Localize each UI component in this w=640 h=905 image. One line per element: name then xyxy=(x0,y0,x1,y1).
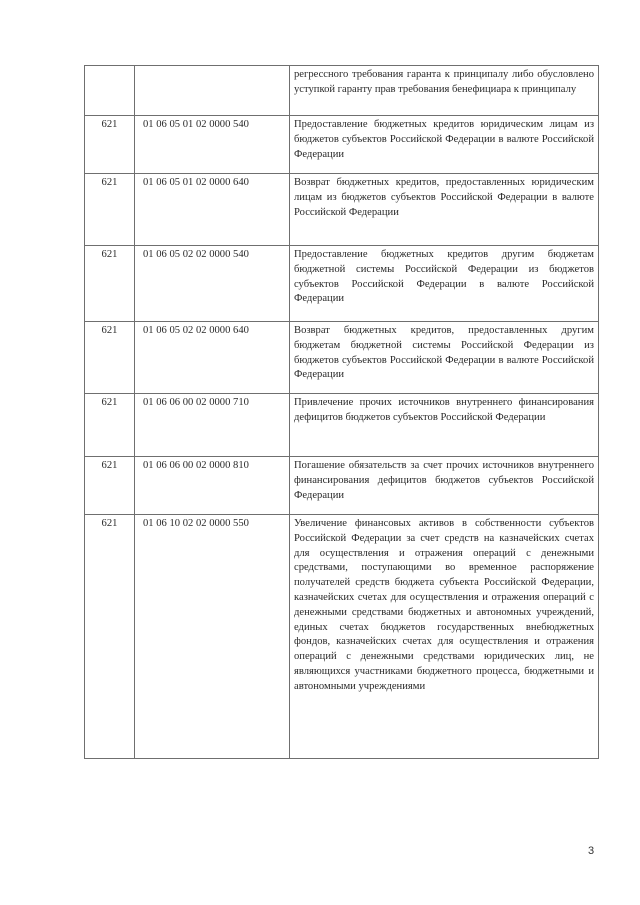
admin-code-cell xyxy=(85,66,135,116)
budget-code-cell: 01 06 05 02 02 0000 540 xyxy=(135,246,290,322)
table-row xyxy=(85,515,599,759)
description-cell: Привлечение прочих источников внутреннего финансирования дефицитов бюджетов субъектов Российской Федерации xyxy=(290,394,599,457)
budget-code-cell: 01 06 10 02 02 0000 550 xyxy=(135,515,290,759)
description-cell: Увеличение финансовых активов в собственности субъектов Российской Федерации за счет средств на казначейских счетах для осуществления и отражения операций с денежными средствами, поступающими во временное распоряжение получателей средств бюджета субъекта Российской Федерации, казначейских счетах для осуществления и отражения операций с денежными средствами бюджетных и автономных учреждений, единых счетах бюджетов государственных внебюджетных фондов, казначейских счетах для осуществления и отражения операций с денежными средствами юридических лиц, не являющихся участниками бюджетного процесса, бюджетными и автономными учреждениями xyxy=(290,515,599,759)
table-row xyxy=(85,322,599,394)
budget-code-cell: 01 06 06 00 02 0000 710 xyxy=(135,394,290,457)
budget-code-cell: 01 06 05 01 02 0000 640 xyxy=(135,174,290,246)
admin-code-cell: 621 xyxy=(85,515,135,759)
budget-code-cell: 01 06 06 00 02 0000 810 xyxy=(135,457,290,515)
description-cell: Предоставление бюджетных кредитов юридическим лицам из бюджетов субъектов Российской Федерации в валюте Российской Федерации xyxy=(290,116,599,174)
admin-code-cell: 621 xyxy=(85,322,135,394)
description-cell: регрессного требования гаранта к принципалу либо обусловлено уступкой гаранту прав требования бенефициара к принципалу xyxy=(290,66,599,116)
admin-code-cell: 621 xyxy=(85,116,135,174)
description-cell: Погашение обязательств за счет прочих источников внутреннего финансирования дефицитов бюджетов субъектов Российской Федерации xyxy=(290,457,599,515)
page-number: 3 xyxy=(588,845,595,857)
description-cell: Предоставление бюджетных кредитов другим бюджетам бюджетной системы Российской Федерации из бюджетов субъектов Российской Федерации в валюте Российской Федерации xyxy=(290,246,599,322)
admin-code-cell: 621 xyxy=(85,457,135,515)
description-cell: Возврат бюджетных кредитов, предоставленных юридическим лицам из бюджетов субъектов Российской Федерации в валюте Российской Федерации xyxy=(290,174,599,246)
table-row xyxy=(85,394,599,457)
table-row xyxy=(85,246,599,322)
table-row xyxy=(85,116,599,174)
table-row xyxy=(85,457,599,515)
admin-code-cell: 621 xyxy=(85,174,135,246)
admin-code-cell: 621 xyxy=(85,394,135,457)
admin-code-cell: 621 xyxy=(85,246,135,322)
table-row xyxy=(85,66,599,116)
description-cell: Возврат бюджетных кредитов, предоставленных другим бюджетам бюджетной системы Российской Федерации из бюджетов субъектов Российской Федерации в валюте Российской Федерации xyxy=(290,322,599,394)
budget-code-cell: 01 06 05 02 02 0000 640 xyxy=(135,322,290,394)
budget-code-cell xyxy=(135,66,290,116)
table-row xyxy=(85,174,599,246)
budget-sources-table xyxy=(84,65,599,759)
budget-code-cell: 01 06 05 01 02 0000 540 xyxy=(135,116,290,174)
